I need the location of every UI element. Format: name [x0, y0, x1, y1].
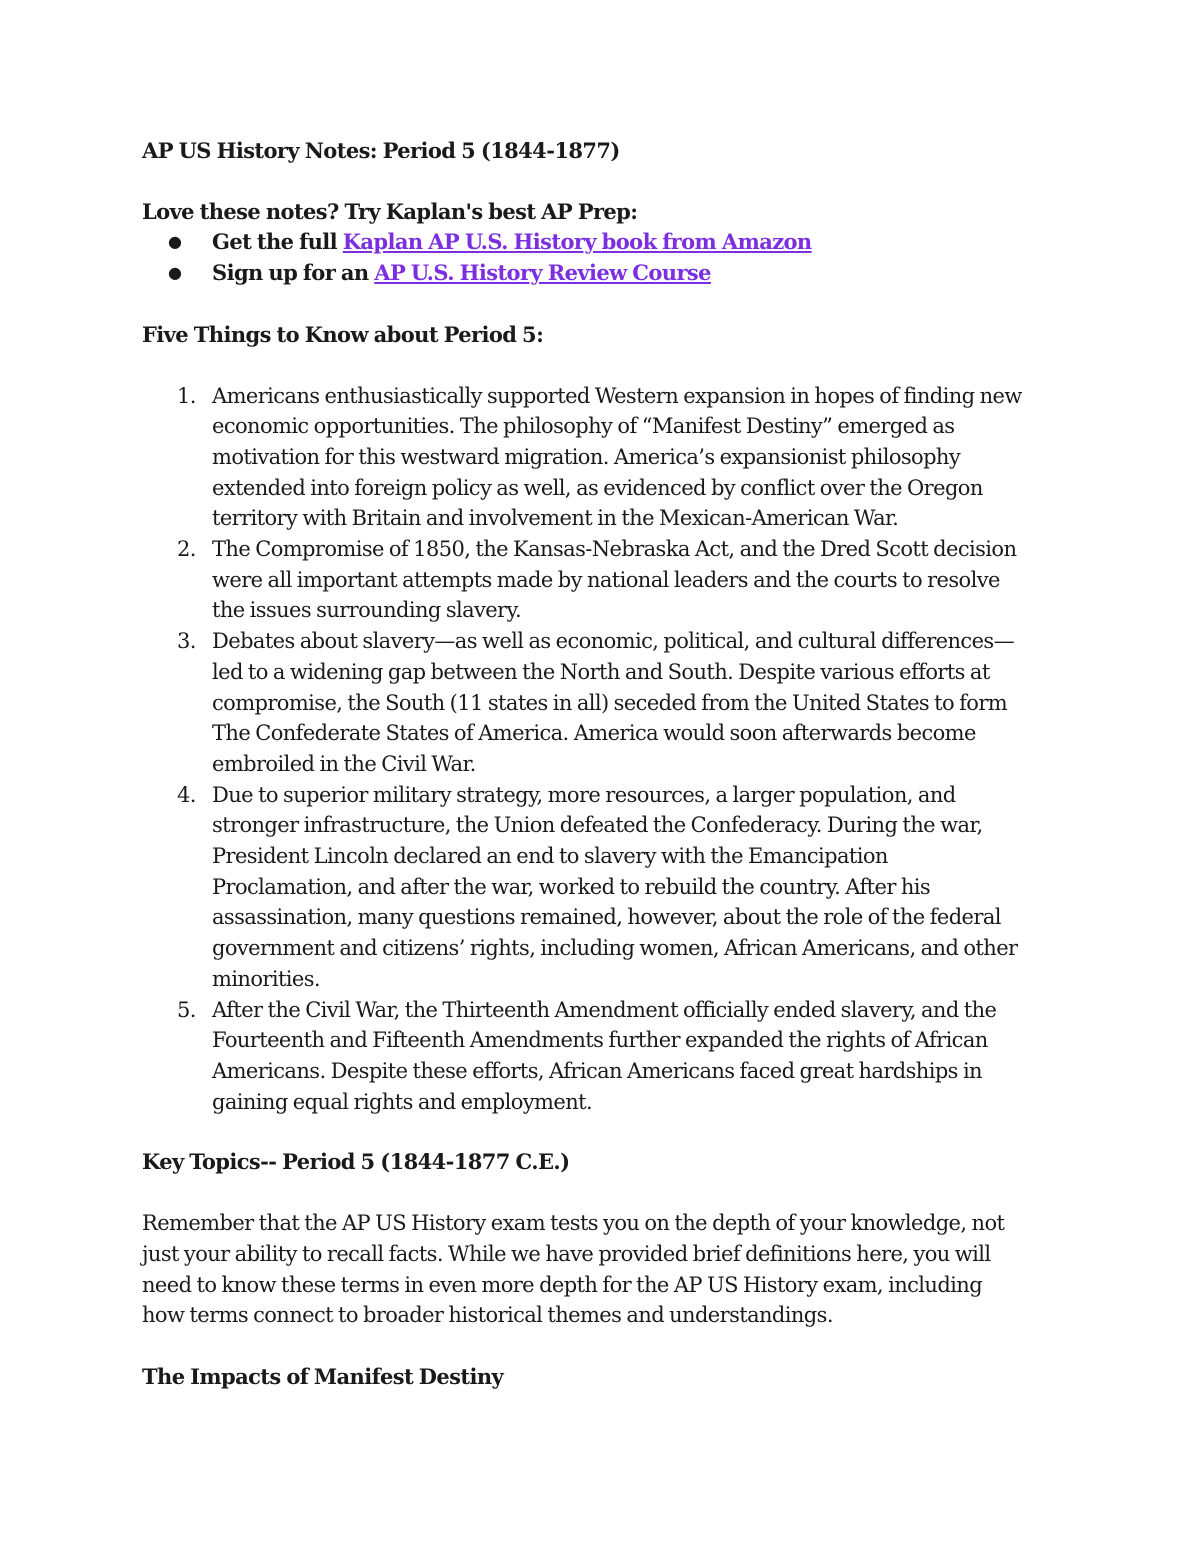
- list-item-line: Americans. Despite these efforts, African Americans faced great hardships in: [212, 1058, 982, 1083]
- list-item-line: President Lincoln declared an end to slavery with the Emancipation: [212, 844, 888, 869]
- promo-item-book: [168, 227, 1062, 258]
- paragraph-line: how terms connect to broader historical themes and understandings.: [142, 1303, 833, 1328]
- list-item: [177, 534, 1062, 626]
- promo-item-course: [168, 258, 1062, 289]
- list-item-line: assassination, many questions remained, however, about the role of the federal: [212, 905, 1001, 930]
- list-item-line: the issues surrounding slavery.: [212, 598, 522, 623]
- list-item-line: The Confederate States of America. America would soon afterwards become: [212, 721, 976, 746]
- list-item-line: government and citizens’ rights, including women, African Americans, and other: [212, 936, 1018, 961]
- list-item-line: Proclamation, and after the war, worked to rebuild the country. After his: [212, 874, 931, 899]
- promo-list: [142, 227, 1062, 288]
- document-content: [142, 136, 1062, 1393]
- list-item-line: led to a widening gap between the North and South. Despite various efforts at: [212, 659, 990, 684]
- review-course-link[interactable]: AP U.S. History Review Course: [374, 260, 711, 286]
- list-item-line: embroiled in the Civil War.: [212, 751, 476, 776]
- promo-heading: Love these notes? Try Kaplan's best AP Prep:: [142, 198, 638, 224]
- list-item-line: compromise, the South (11 states in all) seceded from the United States to form: [212, 690, 1008, 715]
- list-item: [177, 995, 1062, 1118]
- list-item-number: 2.: [177, 537, 196, 562]
- amazon-book-link[interactable]: Kaplan AP U.S. History book from Amazon: [342, 229, 812, 255]
- paragraph-line: just your ability to recall facts. While we have provided brief definitions here, you will: [142, 1241, 991, 1266]
- list-item-line: minorities.: [212, 966, 320, 991]
- key-topics-intro-paragraph: [142, 1208, 1062, 1331]
- list-item-line: economic opportunities. The philosophy of “Manifest Destiny” emerged as: [212, 414, 955, 439]
- promo-item-prefix: Get the full: [212, 229, 343, 255]
- list-item-number: 5.: [177, 997, 196, 1022]
- list-item-line: gaining equal rights and employment.: [212, 1089, 593, 1114]
- promo-item-prefix: Sign up for an: [212, 260, 375, 286]
- list-item-line: After the Civil War, the Thirteenth Amendment officially ended slavery, and the: [212, 997, 997, 1022]
- impacts-heading: The Impacts of Manifest Destiny: [142, 1363, 504, 1389]
- paragraph-line: need to know these terms in even more depth for the AP US History exam, including: [142, 1272, 983, 1297]
- list-item-line: territory with Britain and involvement in the Mexican-American War.: [212, 506, 899, 531]
- list-item-line: Debates about slavery—as well as economic, political, and cultural differences—: [212, 629, 1014, 654]
- list-item-number: 4.: [177, 782, 196, 807]
- bullet-icon: ●: [168, 263, 182, 283]
- list-item-line: Americans enthusiastically supported Western expansion in hopes of finding new: [212, 383, 1022, 408]
- list-item-line: were all important attempts made by national leaders and the courts to resolve: [212, 567, 1000, 592]
- document-title: AP US History Notes: Period 5 (1844-1877): [142, 138, 620, 163]
- list-item-number: 3.: [177, 629, 196, 654]
- five-things-heading: Five Things to Know about Period 5:: [142, 321, 544, 347]
- list-item-line: motivation for this westward migration. America’s expansionist philosophy: [212, 444, 961, 469]
- list-item: [177, 626, 1062, 780]
- list-item: [177, 780, 1062, 995]
- list-item-number: 1.: [177, 383, 196, 408]
- list-item: [177, 381, 1062, 535]
- bullet-icon: ●: [168, 232, 182, 252]
- list-item-line: Fourteenth and Fifteenth Amendments further expanded the rights of African: [212, 1028, 988, 1053]
- list-item-line: extended into foreign policy as well, as evidenced by conflict over the Oregon: [212, 475, 983, 500]
- key-topics-heading: Key Topics-- Period 5 (1844-1877 C.E.): [142, 1149, 570, 1175]
- list-item-line: The Compromise of 1850, the Kansas-Nebraska Act, and the Dred Scott decision: [212, 537, 1017, 562]
- list-item-line: Due to superior military strategy, more resources, a larger population, and: [212, 782, 956, 807]
- list-item-line: stronger infrastructure, the Union defeated the Confederacy. During the war,: [212, 813, 983, 838]
- paragraph-line: Remember that the AP US History exam tests you on the depth of your knowledge, not: [142, 1211, 1005, 1236]
- five-things-list: [142, 381, 1062, 1118]
